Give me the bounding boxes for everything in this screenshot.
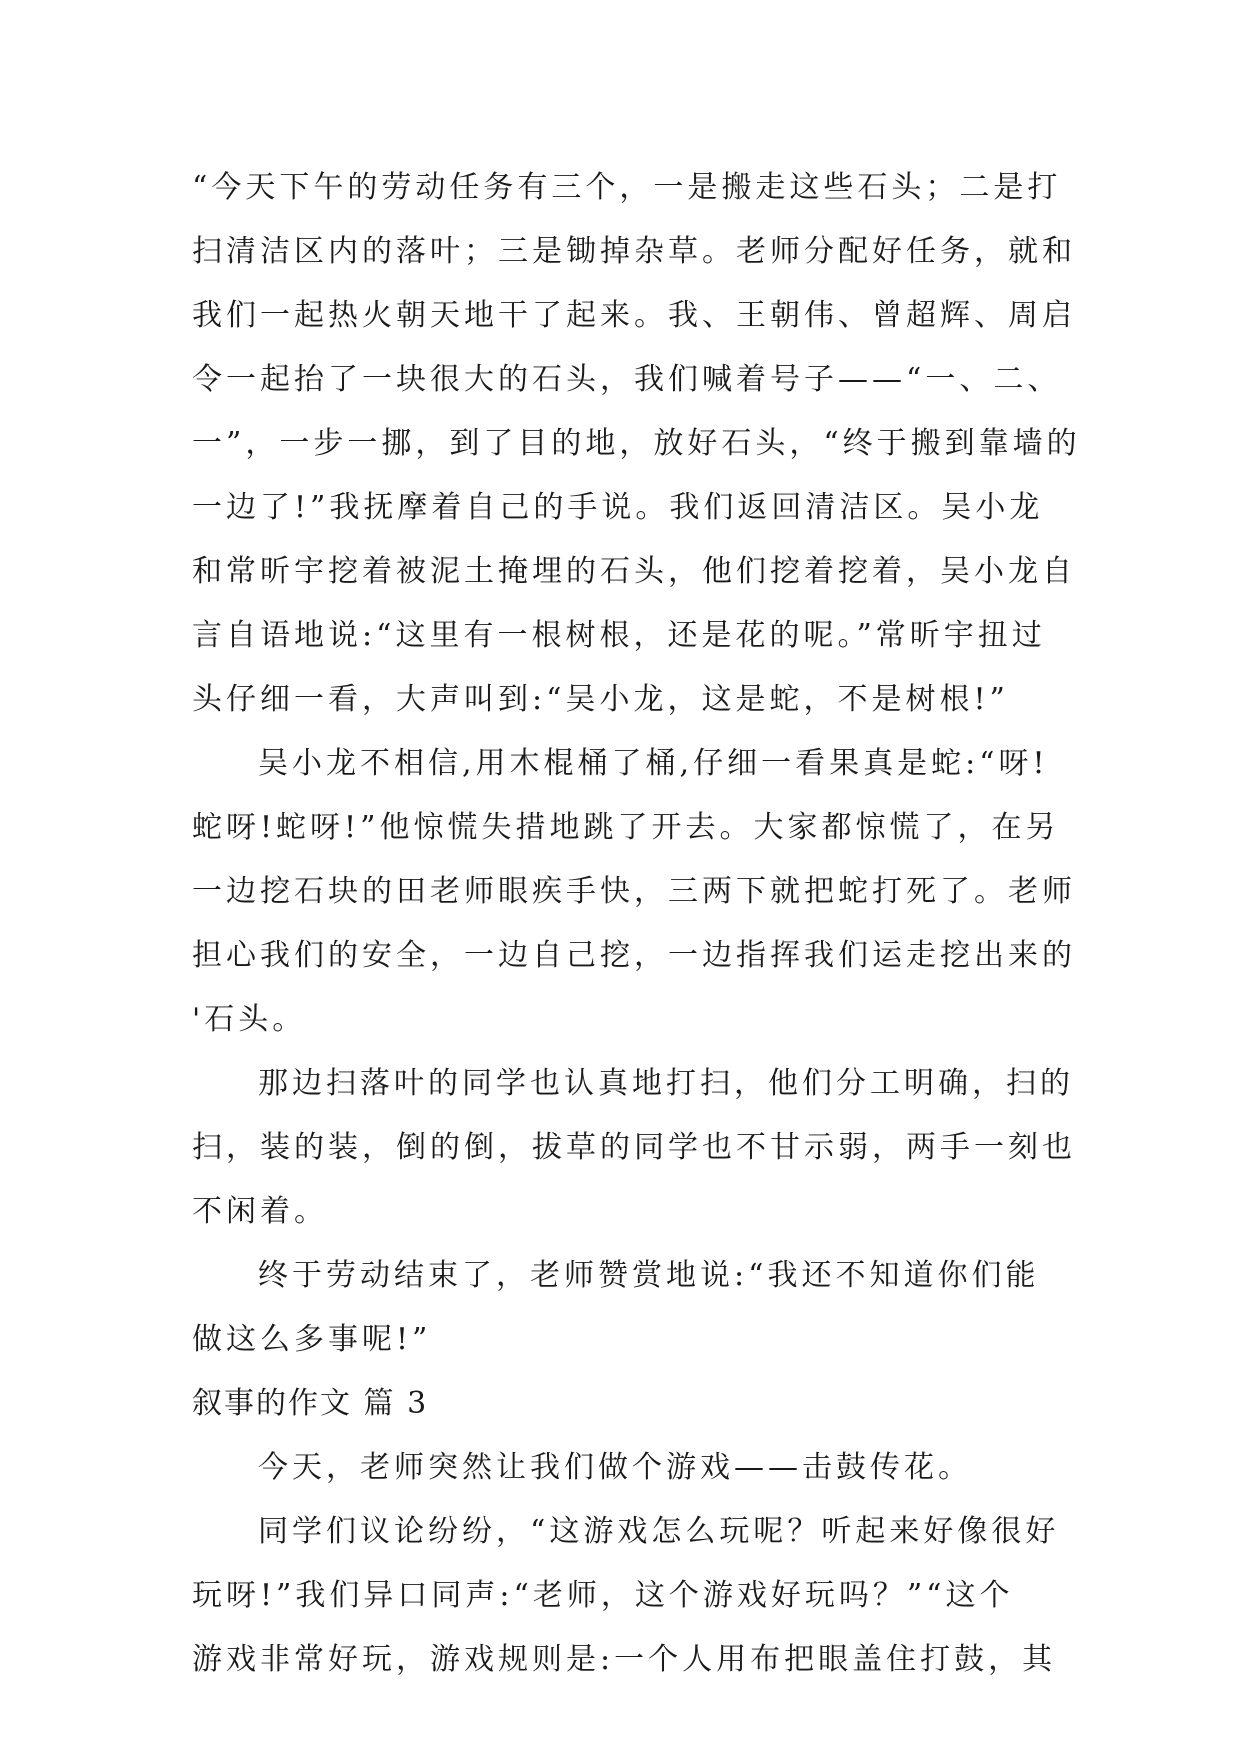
paragraph-start-line: 今天，老师突然让我们做个游戏——击鼓传花。	[258, 1450, 972, 1485]
text-line: 一边了!”我抚摩着自己的手说。我们返回清洁区。吴小龙	[192, 490, 1044, 525]
document-body	[192, 156, 1081, 1692]
text-line: 蛇呀!蛇呀!”他惊慌失措地跳了开去。大家都惊慌了，在另	[192, 810, 1060, 845]
paragraph-start-line: 那边扫落叶的同学也认真地打扫，他们分工明确，扫的	[258, 1066, 1074, 1101]
text-line: 和常昕宇挖着被泥土掩埋的石头，他们挖着挖着，吴小龙自	[192, 554, 1076, 589]
text-line: “今天下午的劳动任务有三个，一是搬走这些石头；二是打	[192, 170, 1062, 205]
text-line: 扫，装的装，倒的倒，拔草的同学也不甘示弱，两手一刻也	[192, 1130, 1076, 1165]
section-heading: 叙事的作文 篇 3	[192, 1386, 429, 1421]
text-line: 言自语地说:“这里有一根树根，还是花的呢。”常昕宇扭过	[192, 618, 1046, 653]
text-line: 令一起抬了一块很大的石头，我们喊着号子——“一、二、	[192, 362, 1062, 397]
text-line: 担心我们的安全，一边自己挖，一边指挥我们运走挖出来的	[192, 938, 1076, 973]
paragraph-start-line: 同学们议论纷纷，“这游戏怎么玩呢？听起来好像很好	[258, 1514, 1060, 1549]
text-line: 游戏非常好玩，游戏规则是:一个人用布把眼盖住打鼓，其	[192, 1642, 1057, 1677]
text-line: 玩呀!”我们异口同声:“老师，这个游戏好玩吗？”“这个	[192, 1578, 1014, 1613]
paragraph-start-line: 吴小龙不相信,用木棍桶了桶,仔细一看果真是蛇:“呀!	[258, 746, 1049, 781]
paragraph-start-line: 终于劳动结束了，老师赞赏地说:“我还不知道你们能	[258, 1258, 1040, 1293]
text-line: 我们一起热火朝天地干了起来。我、王朝伟、曾超辉、周启	[192, 298, 1076, 333]
text-line: 一边挖石块的田老师眼疾手快，三两下就把蛇打死了。老师	[192, 874, 1076, 909]
text-line: 扫清洁区内的落叶；三是锄掉杂草。老师分配好任务，就和	[192, 234, 1076, 269]
text-line: 头仔细一看，大声叫到:“吴小龙，这是蛇，不是树根!”	[192, 682, 1009, 717]
text-line: 不闲着。	[192, 1194, 328, 1229]
text-line: 一”，一步一挪，到了目的地，放好石头，“终于搬到靠墙的	[192, 426, 1081, 461]
text-line: '石头。	[192, 1002, 307, 1037]
text-line: 做这么多事呢!”	[192, 1322, 432, 1357]
